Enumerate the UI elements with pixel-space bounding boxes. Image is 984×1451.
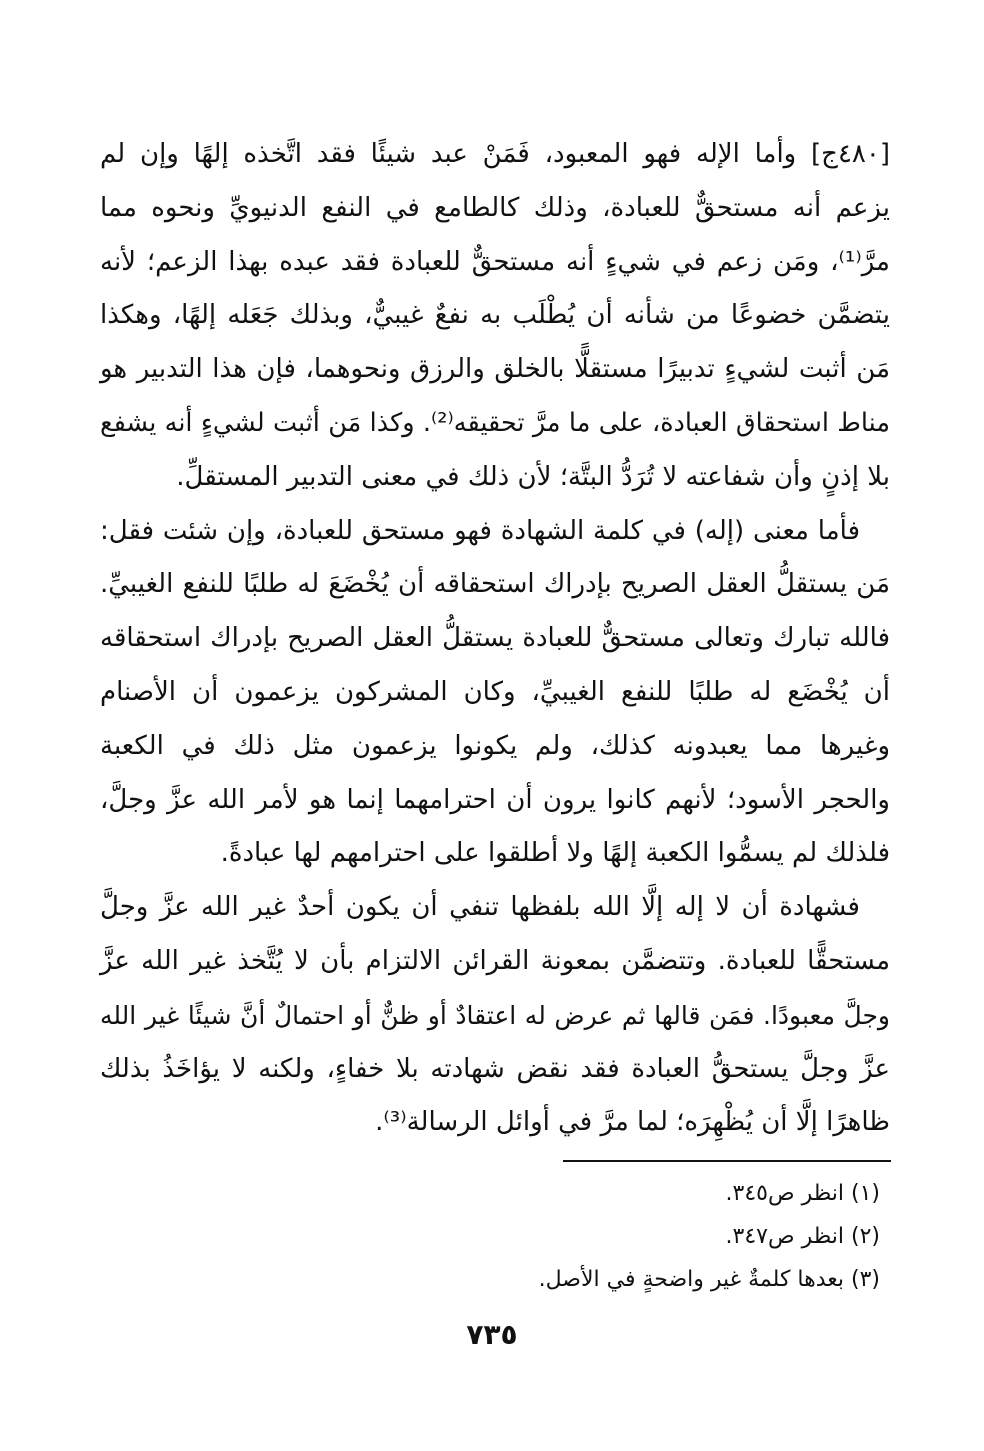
text-line: فلذلك لم يسمُّوا الكعبة إلهًا ولا أطلقوا على احترامهم لها عبادةً. <box>220 838 890 869</box>
main-text <box>100 128 890 1150</box>
text-line: ظاهرًا إلَّا أن يُظْهِرَه؛ لما مرَّ في أوائل الرسالة⁽³⁾. <box>375 1107 890 1138</box>
paragraph-2 <box>100 505 890 882</box>
text-line: فشهادة أن لا إله إلَّا الله بلفظها تنفي أن يكون أحدٌ غير الله عزَّ وجلَّ <box>100 892 860 923</box>
footnote-1: (١) انظر ص٣٤٥. <box>725 1181 880 1206</box>
text-line: وغيرها مما يعبدونه كذلك، ولم يكونوا يزعمون مثل ذلك في الكعبة <box>100 730 890 761</box>
text-line: [٤٨٠ج] وأما الإله فهو المعبود، فَمَنْ عبد شيئًا فقد اتَّخذه إلهًا وإن لم <box>100 139 890 169</box>
text-line: فأما معنى (إله) في كلمة الشهادة فهو مستحق للعبادة، وإن شئت فقل: <box>100 515 860 546</box>
footnote-2: (٢) انظر ص٣٤٧. <box>725 1224 880 1249</box>
text-line: مستحقًّا للعبادة. وتتضمَّن بمعونة القرائن الالتزام بأن لا يُتَّخذ غير الله عزَّ <box>100 945 890 976</box>
text-line: مَن أثبت لشيءٍ تدبيرًا مستقلًّا بالخلق والرزق ونحوهما، فإن هذا التدبير هو <box>100 354 890 385</box>
text-line: بلا إذنٍ وأن شفاعته لا تُرَدُّ البتَّة؛ لأن ذلك في معنى التدبير المستقلِّ. <box>176 461 890 492</box>
text-line: مرَّ⁽¹⁾، ومَن زعم في شيءٍ أنه مستحقٌّ للعبادة فقد عبده بهذا الزعم؛ لأنه <box>100 246 890 277</box>
footnotes <box>380 1172 880 1301</box>
paragraph-1 <box>100 128 890 505</box>
text-line: مَن يستقلُّ العقل الصريح بإدراك استحقاقه أن يُخْضَعَ له طلبًا للنفع الغيبيِّ. <box>100 569 890 600</box>
text-line: والحجر الأسود؛ لأنهم كانوا يرون أن احترامهما إنما هو لأمر الله عزَّ وجلَّ، <box>100 784 890 815</box>
text-line: فالله تبارك وتعالى مستحقٌّ للعبادة يستقلُّ العقل الصريح بإدراك استحقاقه <box>100 623 890 654</box>
paragraph-3 <box>100 881 890 1150</box>
text-line: يزعم أنه مستحقٌّ للعبادة، وذلك كالطامع في النفع الدنيويِّ ونحوه مما <box>100 192 890 223</box>
text-line: يتضمَّن خضوعًا من شأنه أن يُطْلَب به نفعٌ غيبيٌّ، وبذلك جَعَله إلهًا، وهكذا <box>100 300 890 331</box>
text-line: وجلَّ معبودًا. فمَن قالها ثم عرض له اعتقادٌ أو ظنٌّ أو احتمالٌ أنَّ شيئًا غير الله <box>100 1000 890 1030</box>
text-line: أن يُخْضَع له طلبًا للنفع الغيبيِّ، وكان المشركون يزعمون أن الأصنام <box>100 676 890 707</box>
text-line: مناط استحقاق العبادة، على ما مرَّ تحقيقه⁽²⁾. وكذا مَن أثبت لشيءٍ أنه يشفع <box>100 407 890 438</box>
text-line: عزَّ وجلَّ يستحقُّ العبادة فقد نقض شهادته بلا خفاءٍ، ولكنه لا يؤاخَذُ بذلك <box>100 1053 890 1084</box>
footnote-divider <box>563 1160 891 1162</box>
footnote-3: (٣) بعدها كلمةٌ غير واضحةٍ في الأصل. <box>538 1267 880 1292</box>
page-number: ٧٣٥ <box>466 1318 518 1351</box>
